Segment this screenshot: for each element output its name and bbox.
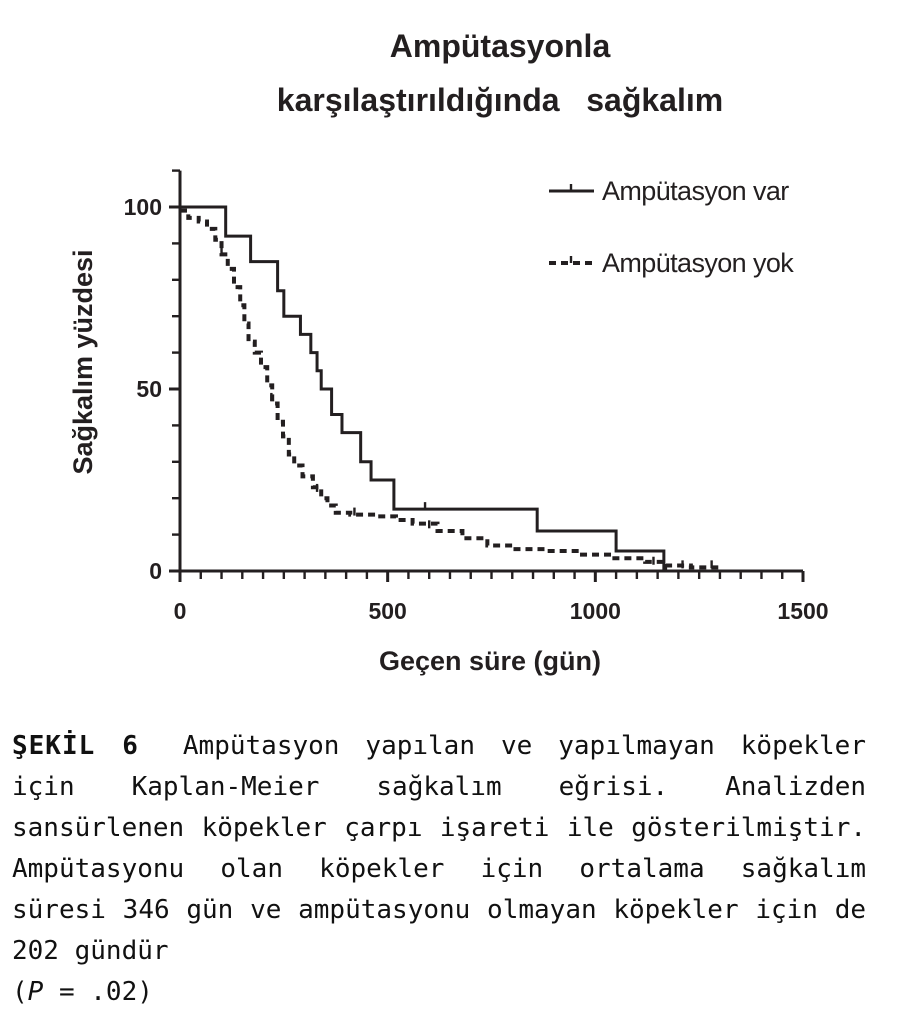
x-tick-label: 500	[368, 598, 407, 624]
chart-title-line-1: Ampütasyonla	[389, 28, 611, 64]
x-axis-label: Geçen süre (gün)	[378, 646, 602, 676]
series-line-amputasyon-var	[180, 207, 668, 571]
axes	[124, 171, 829, 624]
legend-label-amputasyon-yok: Ampütasyon yok	[602, 248, 794, 278]
x-tick-label: 1000	[569, 598, 621, 624]
x-tick-label: 1500	[777, 598, 829, 624]
caption-body: Ampütasyon yapılan ve yapılmayan köpekler için Kaplan-Meier sağkalım eğrisi. Analizden sansürlenen köpekler çarpı işareti ile gösterilmiştir. Ampütasyonu olan köpekler için ortalama sağkalım süresi 346 gün ve ampütasyonu olmayan köpekler için de 202 gündür	[12, 731, 866, 966]
legend-swatch-amputasyon-yok	[549, 256, 594, 263]
y-tick-label: 50	[136, 376, 162, 402]
p-value-symbol: P	[27, 977, 44, 1007]
y-tick-label: 0	[149, 558, 162, 584]
legend	[549, 176, 794, 278]
chart-title-line-2: karşılaştırıldığında sağkalım	[276, 82, 724, 118]
x-tick-label: 0	[173, 598, 187, 624]
legend-swatch-amputasyon-var	[549, 184, 594, 191]
y-axis-label: Sağkalım yüzdesi	[68, 249, 98, 475]
legend-label-amputasyon-var: Ampütasyon var	[602, 176, 789, 206]
caption-stat: (P = .02)	[12, 977, 153, 1007]
figure-label: ŞEKİL 6	[12, 731, 139, 761]
y-tick-label: 100	[123, 194, 162, 220]
